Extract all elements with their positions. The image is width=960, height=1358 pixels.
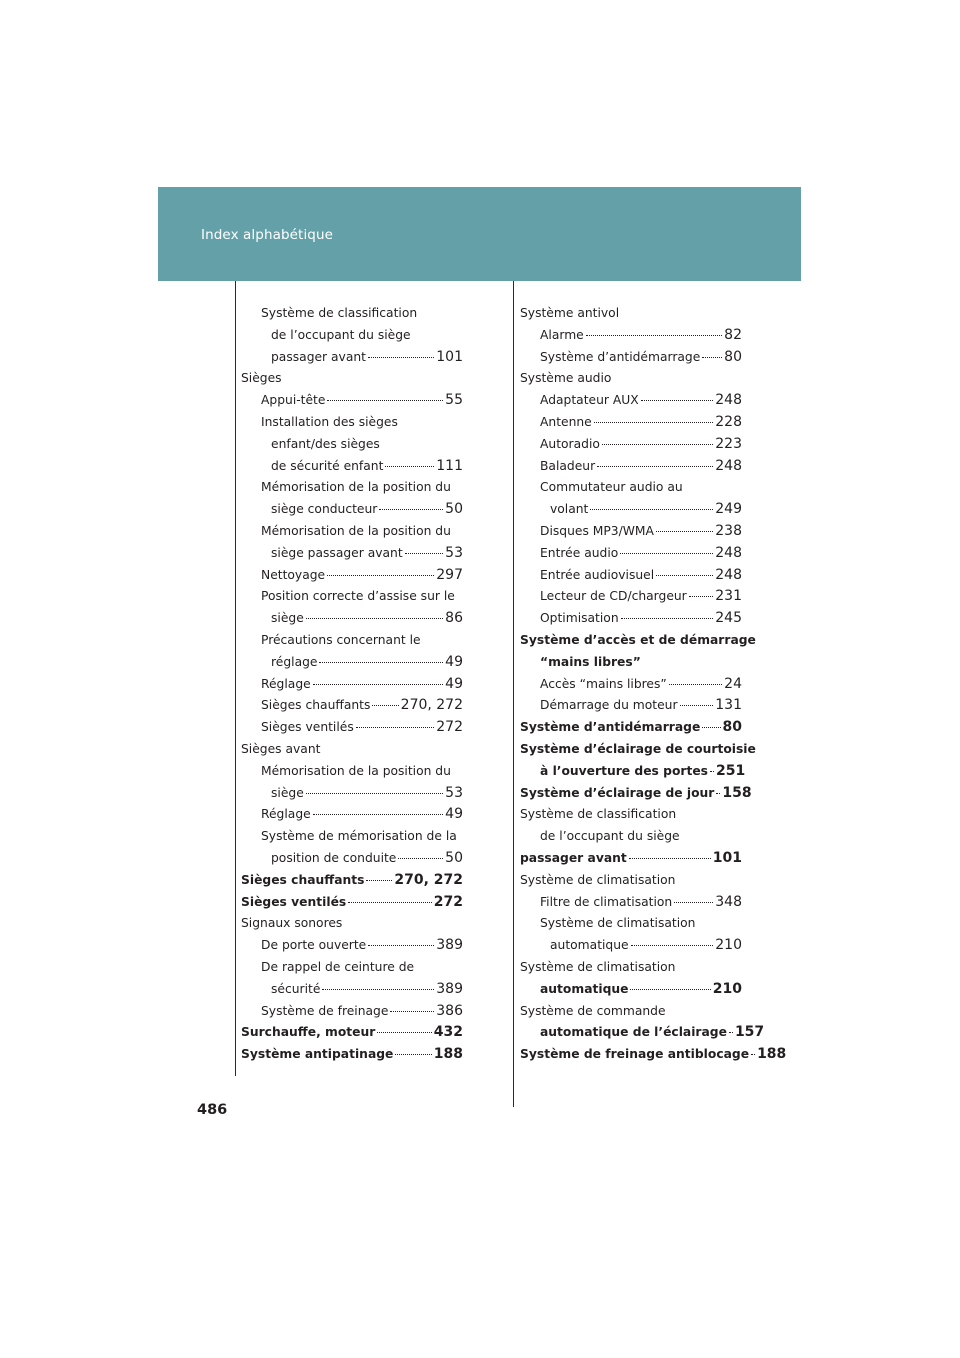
dot-leader xyxy=(319,662,443,663)
index-entry-page: 80 xyxy=(724,348,742,365)
index-entry-text: Système d’éclairage de courtoisie xyxy=(520,741,756,756)
index-entry-text: Lecteur de CD/chargeur xyxy=(540,589,687,604)
index-entry-page: 249 xyxy=(715,501,742,518)
dot-leader xyxy=(629,858,711,859)
index-entry xyxy=(241,347,463,369)
dot-leader xyxy=(590,509,713,510)
index-entry xyxy=(520,543,742,565)
index-entry-text: Système audio xyxy=(520,371,612,386)
index-entry-text: Système antivol xyxy=(520,306,620,320)
dot-leader xyxy=(368,357,434,358)
index-entry-text: Système de climatisation xyxy=(540,916,696,931)
index-entry-page: 248 xyxy=(715,544,742,561)
index-entry-text: Antenne xyxy=(540,414,592,429)
index-entry xyxy=(520,892,742,914)
index-entry-text: Système de climatisation xyxy=(520,872,676,887)
index-entry xyxy=(241,935,463,957)
index-entry xyxy=(520,521,742,543)
index-entry-text: “mains libres” xyxy=(540,654,641,669)
index-entry-text: Sièges xyxy=(241,371,282,386)
index-entry xyxy=(520,674,742,696)
index-entry xyxy=(520,652,742,674)
index-entry xyxy=(520,848,742,870)
dot-leader xyxy=(377,1032,431,1033)
index-entry-text: Mémorisation de la position du xyxy=(261,480,451,495)
index-entry xyxy=(241,739,463,761)
index-entry-page: 49 xyxy=(445,675,463,692)
dot-leader xyxy=(327,575,434,576)
dot-leader xyxy=(680,705,714,706)
index-entry xyxy=(520,630,756,652)
index-entry xyxy=(241,674,463,696)
index-entry xyxy=(520,565,742,587)
dot-leader xyxy=(621,618,714,619)
index-entry-text: Commutateur audio au xyxy=(540,480,683,495)
index-entry-text: enfant/des sièges xyxy=(271,436,380,451)
index-entry-text: Système d’accès et de démarrage xyxy=(520,632,756,647)
index-entry xyxy=(241,608,463,630)
dot-leader xyxy=(597,466,713,467)
dot-leader xyxy=(306,793,443,794)
index-entry-page: 348 xyxy=(715,893,742,910)
index-entry-text: Système d’éclairage de jour xyxy=(520,785,715,800)
index-entry xyxy=(241,695,463,717)
index-entry-text: Autoradio xyxy=(540,436,600,451)
index-entry-page: 389 xyxy=(436,980,463,997)
index-entry-text: Adaptateur AUX xyxy=(540,393,639,408)
index-entry xyxy=(241,892,463,914)
index-entry-page: 228 xyxy=(715,413,742,430)
dot-leader xyxy=(716,793,720,794)
index-entry-page: 53 xyxy=(445,784,463,801)
index-entry-page: 432 xyxy=(433,1024,463,1041)
index-entry-page: 210 xyxy=(715,937,742,954)
index-entry xyxy=(520,303,742,325)
index-entry-text: siège xyxy=(271,611,304,626)
index-entry xyxy=(241,434,463,456)
index-entry-page: 297 xyxy=(436,566,463,583)
dot-leader xyxy=(368,945,434,946)
index-entry-page: 86 xyxy=(445,610,463,627)
index-column-left xyxy=(241,303,463,1066)
index-entry-text: siège xyxy=(271,785,304,800)
index-entry-text: Réglage xyxy=(261,807,311,822)
dot-leader xyxy=(398,858,443,859)
dot-leader xyxy=(306,618,443,619)
index-entry xyxy=(241,368,463,390)
index-entry-text: Système de freinage xyxy=(261,1003,389,1018)
index-entry-text: Baladeur xyxy=(540,458,596,473)
index-entry-text: Alarme xyxy=(540,327,584,342)
index-entry-text: Sièges ventilés xyxy=(261,720,354,735)
index-entry-text: réglage xyxy=(271,654,318,669)
index-entry xyxy=(241,565,463,587)
index-entry xyxy=(241,325,463,347)
dot-leader xyxy=(594,422,714,423)
index-entry-page: 101 xyxy=(436,348,463,365)
index-entry-text: Système de classification xyxy=(261,306,418,320)
index-entry-page: 55 xyxy=(445,392,463,409)
index-entry-text: Nettoyage xyxy=(261,567,326,582)
index-entry-text: Optimisation xyxy=(540,611,619,626)
index-entry-text: de l’occupant du siège xyxy=(540,829,680,844)
dot-leader xyxy=(630,989,710,990)
index-entry xyxy=(520,913,742,935)
index-entry-text: Surchauffe, moteur xyxy=(241,1025,376,1040)
dot-leader xyxy=(372,705,398,706)
dot-leader xyxy=(313,684,443,685)
index-entry-page: 50 xyxy=(445,849,463,866)
index-entry xyxy=(520,957,742,979)
index-entry xyxy=(241,499,463,521)
index-entry xyxy=(241,456,463,478)
index-entry-text: Sièges chauffants xyxy=(241,872,365,887)
index-entry xyxy=(520,390,742,412)
section-title: Index alphabétique xyxy=(201,227,334,243)
index-entry-text: Entrée audio xyxy=(540,545,619,560)
index-entry xyxy=(520,434,742,456)
index-entry xyxy=(241,761,463,783)
index-entry xyxy=(241,957,463,979)
index-entry xyxy=(520,456,742,478)
dot-leader xyxy=(313,814,443,815)
dot-leader xyxy=(631,945,714,946)
index-entry-text: automatique xyxy=(550,938,629,953)
index-entry-page: 238 xyxy=(715,522,742,539)
index-entry xyxy=(520,826,742,848)
index-entry xyxy=(520,804,742,826)
index-entry-text: volant xyxy=(550,502,589,517)
dot-leader xyxy=(385,466,434,467)
index-entry-page: 131 xyxy=(715,697,742,714)
index-entry xyxy=(520,739,756,761)
index-entry xyxy=(241,543,463,565)
index-entry-page: 49 xyxy=(445,806,463,823)
index-entry-text: Mémorisation de la position du xyxy=(261,523,451,538)
dot-leader xyxy=(602,444,713,445)
index-entry-text: Appui-tête xyxy=(261,393,326,408)
index-entry xyxy=(520,499,742,521)
index-entry-page: 210 xyxy=(712,980,742,997)
index-entry-text: Entrée audiovisuel xyxy=(540,567,655,582)
index-entry xyxy=(241,586,463,608)
index-entry xyxy=(520,586,742,608)
dot-leader xyxy=(356,727,435,728)
index-entry-text: De porte ouverte xyxy=(261,938,367,953)
index-entry xyxy=(241,717,463,739)
dot-leader xyxy=(405,553,444,554)
dot-leader xyxy=(729,1032,733,1033)
index-entry xyxy=(520,870,742,892)
index-entry-text: position de conduite xyxy=(271,850,397,865)
index-entry xyxy=(520,347,742,369)
index-entry-text: Sièges ventilés xyxy=(241,894,347,909)
dot-leader xyxy=(656,575,713,576)
index-entry-page: 251 xyxy=(716,762,746,779)
dot-leader xyxy=(395,1054,431,1055)
dot-leader xyxy=(710,771,714,772)
index-entry-page: 158 xyxy=(722,784,752,801)
index-entry xyxy=(520,761,746,783)
index-entry-page: 270, 272 xyxy=(394,871,463,888)
dot-leader xyxy=(689,596,714,597)
index-entry-text: Système de freinage antiblocage xyxy=(520,1047,750,1062)
dot-leader xyxy=(674,902,713,903)
index-entry xyxy=(520,368,742,390)
index-entry-text: Installation des sièges xyxy=(261,414,398,429)
index-entry-page: 80 xyxy=(722,719,742,736)
index-entry-text: passager avant xyxy=(520,850,627,865)
index-entry-page: 50 xyxy=(445,501,463,518)
index-entry-page: 389 xyxy=(436,937,463,954)
index-entry-text: Position correcte d’assise sur le xyxy=(261,589,455,604)
dot-leader xyxy=(348,902,432,903)
index-entry xyxy=(241,826,463,848)
page-number: 486 xyxy=(197,1102,228,1118)
index-entry-page: 272 xyxy=(436,719,463,736)
index-entry xyxy=(241,848,463,870)
index-entry xyxy=(520,1044,787,1066)
index-entry-page: 386 xyxy=(436,1002,463,1019)
index-entry-page: 231 xyxy=(715,588,742,605)
index-entry xyxy=(241,412,463,434)
index-entry xyxy=(241,390,463,412)
index-entry-page: 24 xyxy=(724,675,742,692)
index-entry-text: Système de climatisation xyxy=(520,959,676,974)
section-header xyxy=(158,187,801,281)
dot-leader xyxy=(327,400,443,401)
index-entry-page: 53 xyxy=(445,544,463,561)
index-entry-text: siège passager avant xyxy=(271,545,403,560)
index-entry-text: Mémorisation de la position du xyxy=(261,763,451,778)
index-entry xyxy=(520,783,752,805)
index-entry xyxy=(241,521,463,543)
index-entry xyxy=(241,913,463,935)
index-entry xyxy=(520,1022,765,1044)
index-entry-page: 272 xyxy=(433,893,463,910)
index-entry-text: Système de commande xyxy=(520,1003,666,1018)
index-entry-text: Disques MP3/WMA xyxy=(540,523,654,538)
index-entry xyxy=(520,935,742,957)
index-entry-text: Système antipatinage xyxy=(241,1047,394,1062)
index-entry xyxy=(241,477,463,499)
index-entry-text: Sièges avant xyxy=(241,741,321,756)
index-entry-page: 82 xyxy=(724,326,742,343)
index-entry xyxy=(241,1022,463,1044)
index-entry-text: Démarrage du moteur xyxy=(540,698,678,713)
dot-leader xyxy=(379,509,443,510)
index-entry-text: Filtre de climatisation xyxy=(540,894,673,909)
index-entry-page: 157 xyxy=(734,1024,765,1041)
index-entry-page: 248 xyxy=(715,566,742,583)
index-entry-page: 270, 272 xyxy=(400,697,463,714)
index-entry xyxy=(520,717,742,739)
dot-leader xyxy=(586,335,722,336)
index-entry-text: Système d’antidémarrage xyxy=(520,720,701,735)
index-entry xyxy=(520,1001,742,1023)
index-entry xyxy=(520,325,742,347)
index-entry-text: Signaux sonores xyxy=(241,916,343,931)
index-entry xyxy=(241,979,463,1001)
index-entry-page: 111 xyxy=(436,457,463,474)
index-entry-text: Précautions concernant le xyxy=(261,632,421,647)
index-entry-text: Accès “mains libres” xyxy=(540,676,667,691)
dot-leader xyxy=(702,727,720,728)
index-entry-text: automatique xyxy=(540,981,629,996)
index-entry-text: Système d’antidémarrage xyxy=(540,349,701,364)
column-divider-left xyxy=(235,281,236,1076)
dot-leader xyxy=(702,357,722,358)
index-entry-text: de l’occupant du siège xyxy=(271,327,411,342)
index-entry-text: Sièges chauffants xyxy=(261,698,371,713)
index-entry xyxy=(520,695,742,717)
index-entry-text: Système de classification xyxy=(520,807,677,822)
dot-leader xyxy=(322,989,434,990)
index-entry-page: 101 xyxy=(712,849,742,866)
index-entry xyxy=(241,1001,463,1023)
index-entry-text: sécurité xyxy=(271,981,321,996)
dot-leader xyxy=(751,1054,755,1055)
index-entry-text: automatique de l’éclairage xyxy=(540,1025,727,1040)
index-entry-page: 223 xyxy=(715,435,742,452)
index-column-right xyxy=(520,303,787,1066)
column-divider-right xyxy=(513,281,514,1107)
index-entry-text: De rappel de ceinture de xyxy=(261,959,415,974)
dot-leader xyxy=(620,553,713,554)
index-entry xyxy=(241,1044,463,1066)
dot-leader xyxy=(366,880,392,881)
dot-leader xyxy=(390,1011,434,1012)
index-entry-page: 248 xyxy=(715,457,742,474)
index-entry-page: 188 xyxy=(433,1046,463,1063)
index-entry-text: siège conducteur xyxy=(271,502,378,517)
index-entry-text: Système de mémorisation de la xyxy=(261,829,457,844)
index-entry xyxy=(241,630,463,652)
index-entry-text: Réglage xyxy=(261,676,311,691)
index-entry xyxy=(520,477,742,499)
index-entry xyxy=(520,608,742,630)
index-entry-text: de sécurité enfant xyxy=(271,458,384,473)
dot-leader xyxy=(656,531,713,532)
index-entry-page: 248 xyxy=(715,392,742,409)
index-entry-page: 49 xyxy=(445,653,463,670)
index-entry xyxy=(520,412,742,434)
index-entry xyxy=(241,783,463,805)
dot-leader xyxy=(669,684,722,685)
index-entry-text: à l’ouverture des portes xyxy=(540,763,709,778)
index-entry xyxy=(241,303,463,325)
index-entry-page: 188 xyxy=(757,1046,787,1063)
index-entry xyxy=(241,652,463,674)
index-entry-text: passager avant xyxy=(271,349,366,364)
index-entry xyxy=(241,870,463,892)
dot-leader xyxy=(641,400,714,401)
index-entry xyxy=(241,804,463,826)
index-entry-page: 245 xyxy=(715,610,742,627)
index-entry xyxy=(520,979,742,1001)
